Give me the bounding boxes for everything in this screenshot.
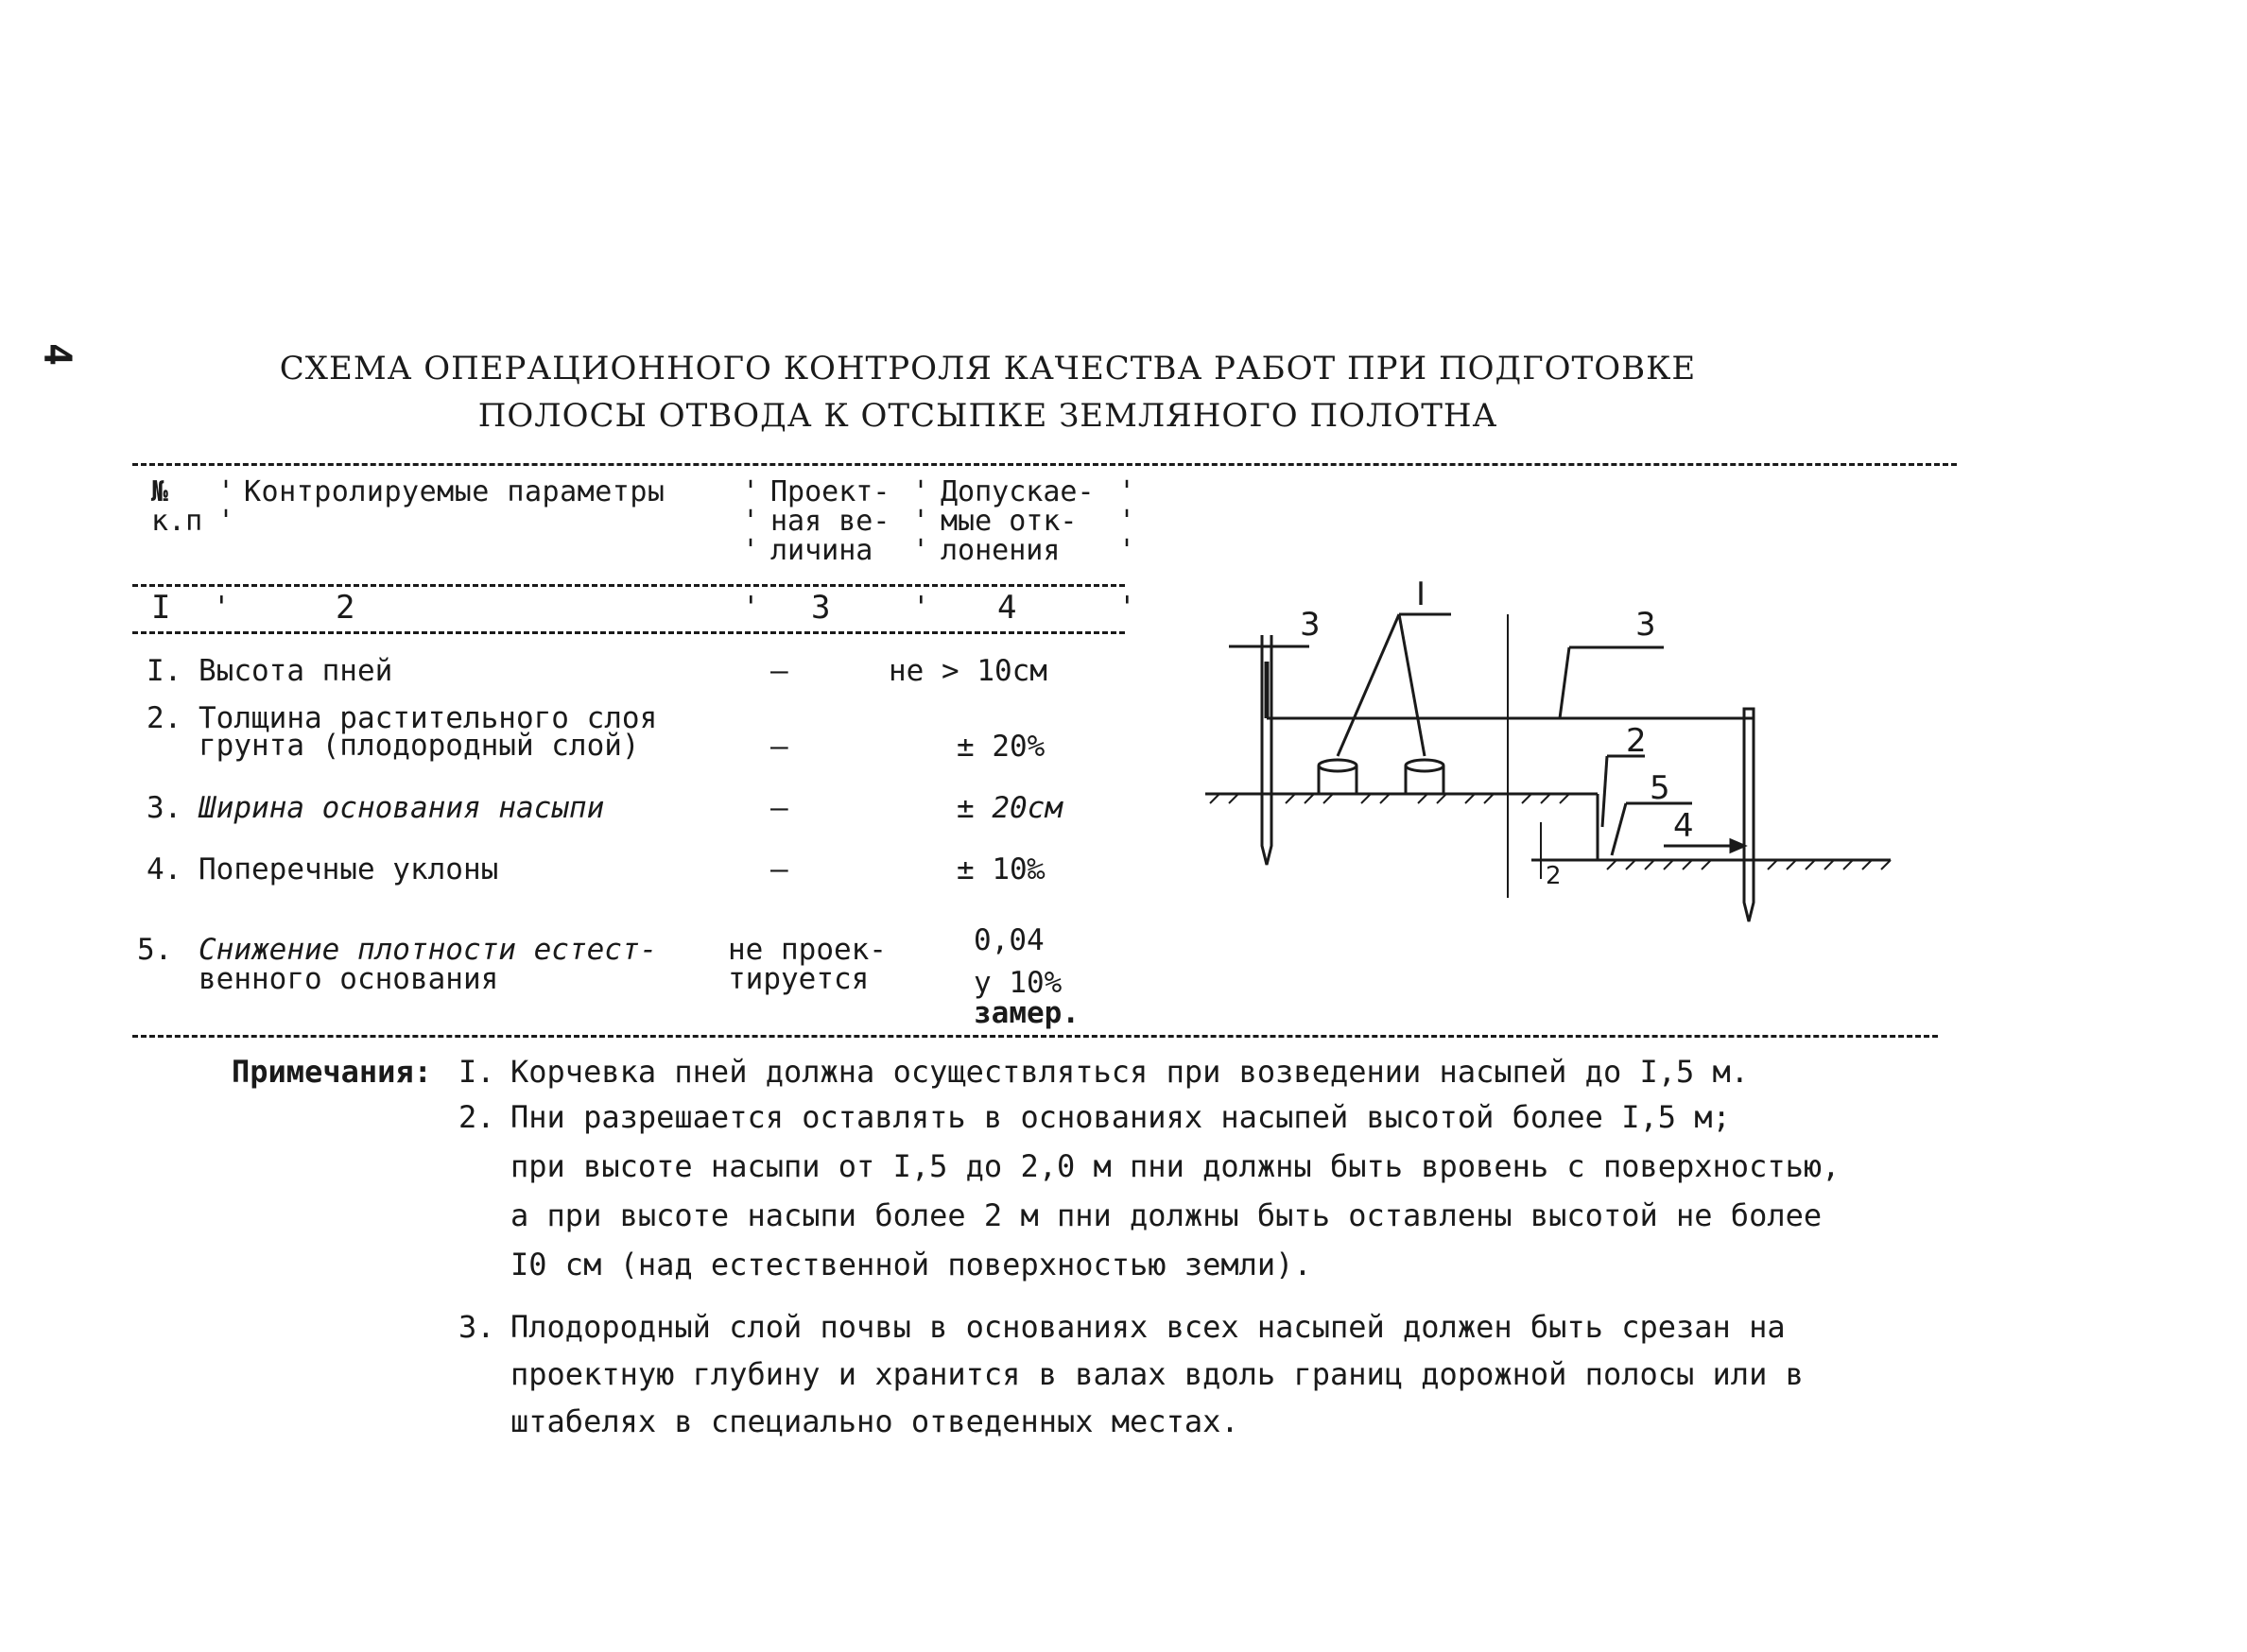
column-number-4: 4 bbox=[997, 589, 1017, 627]
note-2-number: 2. bbox=[458, 1099, 495, 1135]
label-4: 4 bbox=[1673, 807, 1694, 845]
column-number-2: 2 bbox=[336, 589, 355, 627]
row-3-deviation: ± 20см bbox=[957, 791, 1063, 825]
note-1-text: Корчевка пней должна осуществляться при возведении насыпей до I,5 м. bbox=[510, 1054, 1750, 1090]
column-separator: ' bbox=[742, 591, 760, 625]
column-number-3: 3 bbox=[811, 589, 831, 627]
header-separator: ' ' bbox=[217, 475, 235, 538]
column-separator: ' bbox=[1118, 591, 1136, 625]
page-number: 4 bbox=[35, 342, 79, 367]
label-2: 2 bbox=[1626, 722, 1647, 760]
row-1-deviation: не > 10см bbox=[889, 654, 1047, 688]
header-design-l3: личина bbox=[770, 534, 873, 567]
row-2-number: 2. bbox=[147, 701, 182, 735]
row-1-param: Высота пней bbox=[199, 654, 393, 688]
leader-cord bbox=[1560, 647, 1569, 718]
note-2-line-1: Пни разрешается оставлять в основаниях насыпей высотой более I,5 м; bbox=[510, 1099, 1731, 1135]
row-4-number: 4. bbox=[147, 852, 182, 886]
label-I: I bbox=[1416, 576, 1426, 613]
row-3-param: Ширина основания насыпи bbox=[199, 791, 605, 825]
label-5: 5 bbox=[1650, 769, 1670, 807]
notes-label: Примечания: bbox=[232, 1054, 432, 1090]
row-5-design-l1: не проек- bbox=[728, 933, 887, 967]
leader-stump-1 bbox=[1338, 614, 1399, 756]
right-stake bbox=[1744, 709, 1754, 921]
row-5-deviation-l3: замер. bbox=[974, 996, 1080, 1030]
header-dev-l3: лонения bbox=[941, 534, 1061, 567]
column-number-1: I bbox=[151, 589, 171, 627]
title-line-1: СХЕМА ОПЕРАЦИОННОГО КОНТРОЛЯ КАЧЕСТВА РАБОТ ПРИ ПОДГОТОВКЕ bbox=[279, 350, 1697, 387]
column-separator: ' bbox=[912, 591, 930, 625]
header-separator: ' ' ' bbox=[912, 475, 930, 567]
leader-stump-2 bbox=[1399, 614, 1425, 756]
header-param: Контролируемые параметры bbox=[244, 475, 665, 508]
note-3-number: 3. bbox=[458, 1309, 495, 1345]
note-3-line-1: Плодородный слой почвы в основаниях всех насыпей должен быть срезан на bbox=[510, 1309, 1786, 1345]
row-4-param: Поперечные уклоны bbox=[199, 852, 499, 886]
title-line-2: ПОЛОСЫ ОТВОДА К ОТСЫПКЕ ЗЕМЛЯНОГО ПОЛОТНА bbox=[477, 397, 1498, 435]
header-dev-l2: мые отк- bbox=[941, 505, 1078, 538]
column-separator: ' bbox=[213, 591, 231, 625]
row-5-deviation-l2: у 10% bbox=[974, 966, 1063, 1000]
row-5-deviation-l1: 0,04 bbox=[974, 923, 1045, 957]
row-5-param-l1: Снижение плотности естест- bbox=[199, 933, 658, 967]
header-separator: ' ' ' bbox=[1118, 475, 1136, 567]
header-design-l2: ная ве- bbox=[770, 505, 890, 538]
header-separator: ' ' ' bbox=[742, 475, 760, 567]
header-dev-l1: Допускае- bbox=[941, 475, 1095, 508]
row-4-design: – bbox=[770, 852, 788, 886]
header-num-l1: № bbox=[151, 475, 169, 508]
label-2-depth: 2 bbox=[1546, 862, 1562, 890]
note-1-number: I. bbox=[458, 1054, 495, 1090]
row-2-deviation: ± 20% bbox=[957, 730, 1046, 764]
row-3-design: – bbox=[770, 791, 788, 825]
row-1-design: – bbox=[770, 654, 788, 688]
row-2-param-l2: грунта (плодородный слой) bbox=[199, 729, 640, 763]
row-5-design-l2: тируется bbox=[728, 962, 870, 996]
note-2-line-4: I0 см (над естественной поверхностью земли). bbox=[510, 1247, 1312, 1282]
row-2-design: – bbox=[770, 730, 788, 764]
note-3-line-3: штабелях в специально отведенных местах. bbox=[510, 1403, 1239, 1439]
header-design-l1: Проект- bbox=[770, 475, 890, 508]
note-2-line-3: а при высоте насыпи более 2 м пни должны быть оставлены высотой не более bbox=[510, 1197, 1823, 1233]
label-3-right: 3 bbox=[1635, 606, 1656, 644]
row-5-param-l2: венного основания bbox=[199, 962, 499, 996]
label-3-left: 3 bbox=[1300, 606, 1321, 644]
note-3-line-2: проектную глубину и хранится в валах вдоль границ дорожной полосы или в bbox=[510, 1356, 1804, 1392]
row-1-number: I. bbox=[147, 654, 182, 688]
row-4-deviation: ± 10‰ bbox=[957, 852, 1046, 886]
row-3-number: 3. bbox=[147, 791, 182, 825]
note-2-line-2: при высоте насыпи от I,5 до 2,0 м пни должны быть вровень с поверхностью, bbox=[510, 1148, 1841, 1184]
row-2-param-l1: Толщина растительного слоя bbox=[199, 701, 658, 735]
header-num-l2: к.п bbox=[151, 505, 203, 538]
row-5-number: 5. bbox=[137, 933, 173, 967]
